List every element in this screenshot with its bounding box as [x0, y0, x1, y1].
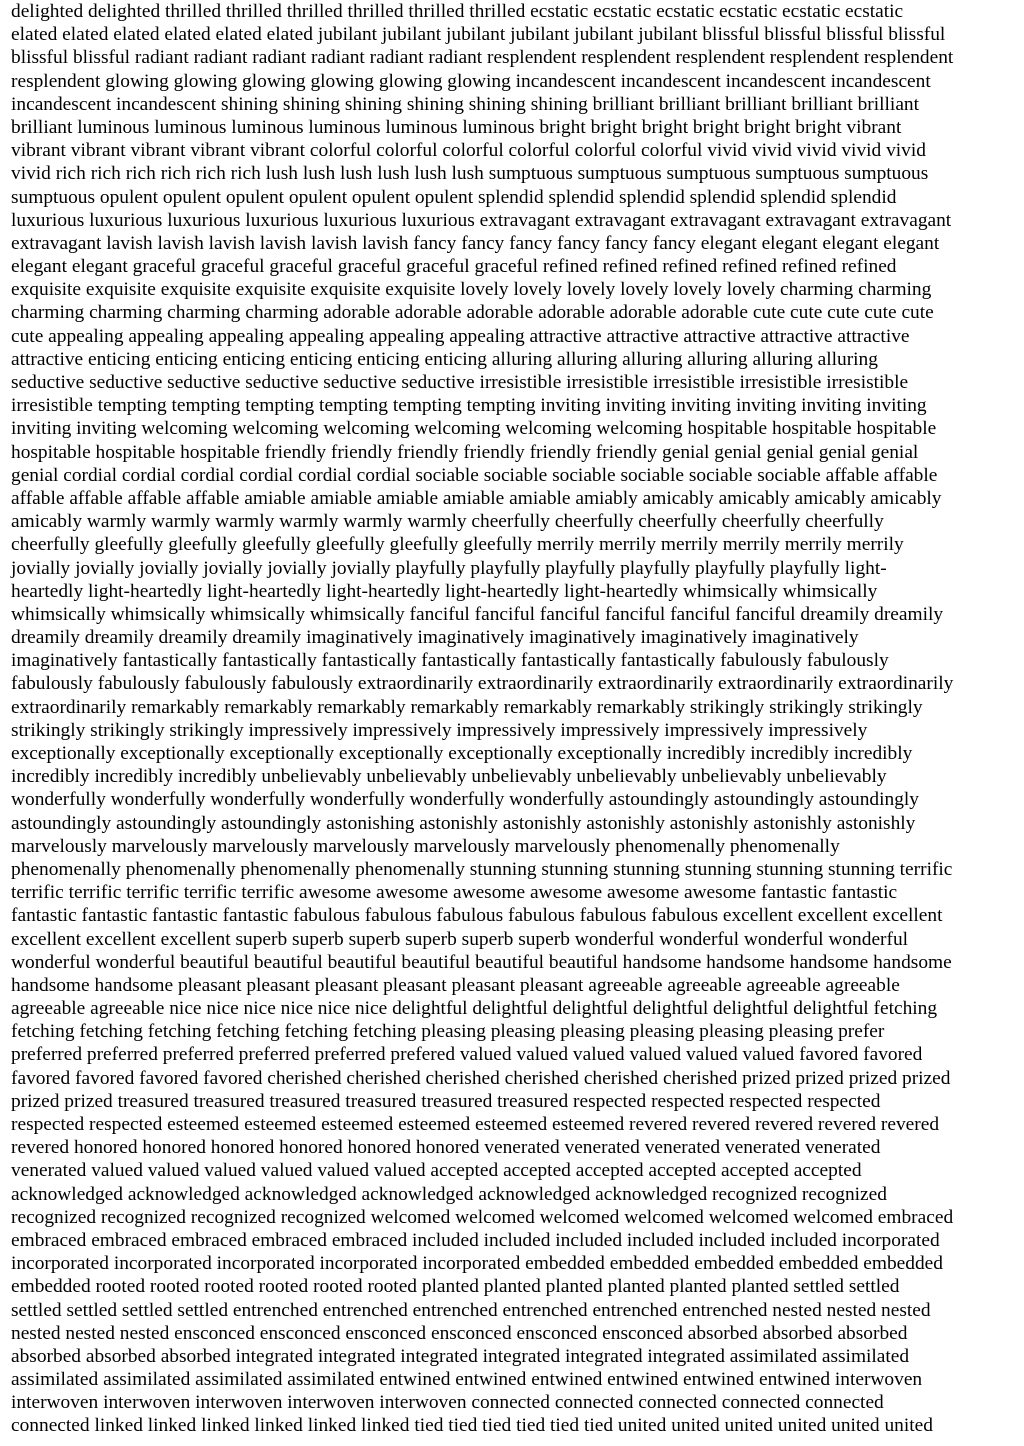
text-line: blissful blissful radiant radiant radiant radiant radiant radiant resplendent resplendent resplendent resplendent resplendent — [11, 47, 954, 69]
text-line: astoundingly astoundingly astoundingly astonishing astonishly astonishly astonishly astonishly astonishly astonishly — [11, 812, 916, 834]
text-line: cheerfully gleefully gleefully gleefully gleefully gleefully gleefully merrily merrily merrily merrily merrily merrily — [11, 534, 904, 556]
text-line: fetching fetching fetching fetching fetching fetching pleasing pleasing pleasing pleasing pleasing pleasing prefer — [11, 1021, 885, 1043]
text-line: attractive enticing enticing enticing enticing enticing enticing alluring alluring alluring alluring alluring alluring — [11, 348, 878, 370]
text-line: acknowledged acknowledged acknowledged acknowledged acknowledged acknowledged recognized recognized — [11, 1183, 887, 1205]
text-line: elegant elegant graceful graceful graceful graceful graceful graceful refined refined refined refined refined refined — [11, 256, 897, 278]
text-line: interwoven interwoven interwoven interwoven interwoven connected connected connected connected connected — [11, 1392, 884, 1414]
text-line: exceptionally exceptionally exceptionally exceptionally exceptionally exceptionally incredibly incredibly incredibly — [11, 743, 913, 764]
text-line: heartedly light-heartedly light-heartedly light-heartedly light-heartedly light-heartedly whimsically whimsically — [11, 580, 878, 602]
text-line: phenomenally phenomenally phenomenally phenomenally stunning stunning stunning stunning stunning stunning terrific — [11, 858, 953, 880]
text-line: imaginatively fantastically fantastically fantastically fantastically fantastically fantastically fabulously fabulously — [11, 650, 889, 672]
text-line: strikingly strikingly strikingly impressively impressively impressively impressively impressively impressively — [11, 719, 868, 741]
text-line: absorbed absorbed absorbed integrated integrated integrated integrated integrated integrated assimilated assimilated — [11, 1345, 910, 1367]
text-line: charming charming charming charming adorable adorable adorable adorable adorable adorable cute cute cute cute cute — [11, 302, 934, 324]
text-line: incredibly incredibly incredibly unbelievably unbelievably unbelievably unbelievably unbelievably unbelievably — [11, 766, 887, 788]
text-line: hospitable hospitable hospitable friendly friendly friendly friendly friendly friendly genial genial genial genial genial — [11, 441, 919, 463]
text-line: seductive seductive seductive seductive seductive seductive irresistible irresistible irresistible irresistible irresistible — [11, 372, 909, 393]
text-line: incandescent incandescent shining shining shining shining shining shining brilliant brilliant brilliant brilliant brilliant — [11, 93, 920, 115]
text-line: settled settled settled settled entrenched entrenched entrenched entrenched entrenched entrenched nested nested nested — [11, 1299, 931, 1321]
text-line: jovially jovially jovially jovially jovially jovially playfully playfully playfully playfully playfully playfully light- — [11, 557, 887, 579]
text-line: nested nested nested ensconced ensconced ensconced ensconced ensconced ensconced absorbed absorbed absorbed — [11, 1322, 908, 1344]
text-line: whimsically whimsically whimsically whimsically fanciful fanciful fanciful fanciful fanciful fanciful dreamily dreamily — [11, 603, 944, 625]
text-line: embedded rooted rooted rooted rooted rooted rooted planted planted planted planted planted planted settled settled — [11, 1276, 900, 1298]
text-line: genial cordial cordial cordial cordial cordial cordial sociable sociable sociable sociable sociable sociable affable affable — [11, 464, 938, 486]
text-line: inviting inviting welcoming welcoming welcoming welcoming welcoming welcoming hospitable hospitable hospitable — [11, 418, 937, 440]
text-line: agreeable agreeable nice nice nice nice nice nice delightful delightful delightful delightful delightful delightful fetching — [11, 998, 938, 1020]
text-line: sumptuous opulent opulent opulent opulent opulent opulent splendid splendid splendid splendid splendid splendid — [11, 186, 897, 208]
text-line: extraordinarily remarkably remarkably remarkably remarkably remarkably remarkably strikingly strikingly strikingly — [11, 696, 923, 718]
text-line: connected linked linked linked linked linked linked tied tied tied tied tied tied united united united united united united — [11, 1415, 933, 1437]
text-line: incorporated incorporated incorporated incorporated incorporated embedded embedded embedded embedded embedded — [11, 1253, 943, 1275]
text-line: recognized recognized recognized recognized welcomed welcomed welcomed welcomed welcomed welcomed embraced — [11, 1206, 954, 1228]
text-line: handsome handsome pleasant pleasant pleasant pleasant pleasant pleasant agreeable agreeable agreeable agreeable — [11, 974, 900, 996]
text-line: luxurious luxurious luxurious luxurious luxurious luxurious extravagant extravagant extravagant extravagant extravagant — [11, 209, 952, 231]
text-line: embraced embraced embraced embraced embraced included included included included included included incorporated — [11, 1229, 940, 1251]
text-line: prized prized treasured treasured treasured treasured treasured treasured respected respected respected respected — [11, 1090, 881, 1112]
text-line: terrific terrific terrific terrific terrific awesome awesome awesome awesome awesome awesome fantastic fantastic — [11, 882, 898, 904]
text-line: assimilated assimilated assimilated assimilated entwined entwined entwined entwined entwined entwined interwoven — [11, 1369, 923, 1391]
text-line: cute appealing appealing appealing appealing appealing appealing attractive attractive attractive attractive attractive — [11, 325, 910, 347]
text-line: fabulously fabulously fabulously fabulously extraordinarily extraordinarily extraordinarily extraordinarily extraordinarily — [11, 673, 954, 695]
text-line: respected respected esteemed esteemed esteemed esteemed esteemed esteemed revered revered revered revered revered — [11, 1114, 940, 1135]
text-line: brilliant luminous luminous luminous luminous luminous luminous bright bright bright bright bright bright vibrant — [11, 116, 902, 138]
text-line: elated elated elated elated elated elated jubilant jubilant jubilant jubilant jubilant jubilant blissful blissful blissful blissful — [11, 24, 946, 46]
text-line: affable affable affable affable amiable amiable amiable amiable amiable amiably amicably amicably amicably amicably — [11, 487, 942, 509]
text-line: favored favored favored favored cherished cherished cherished cherished cherished cherished prized prized prized prized — [11, 1067, 951, 1089]
text-line: wonderful wonderful beautiful beautiful beautiful beautiful beautiful beautiful handsome handsome handsome handsome — [11, 951, 952, 973]
text-line: dreamily dreamily dreamily dreamily imaginatively imaginatively imaginatively imaginatively imaginatively — [11, 627, 859, 649]
text-line: wonderfully wonderfully wonderfully wonderfully wonderfully wonderfully astoundingly astoundingly astoundingly — [11, 789, 919, 811]
text-line: irresistible tempting tempting tempting tempting tempting tempting inviting inviting inviting inviting inviting inviting — [11, 395, 927, 417]
text-line: preferred preferred preferred preferred preferred prefered valued valued valued valued valued valued favored favored — [11, 1044, 923, 1066]
text-line: venerated valued valued valued valued valued valued accepted accepted accepted accepted accepted accepted — [11, 1160, 862, 1182]
text-line: vivid rich rich rich rich rich rich lush lush lush lush lush lush sumptuous sumptuous sumptuous sumptuous sumptuous — [11, 163, 929, 185]
text-line: extravagant lavish lavish lavish lavish lavish lavish fancy fancy fancy fancy fancy fancy elegant elegant elegant elegant — [11, 232, 940, 254]
text-line: fantastic fantastic fantastic fantastic fabulous fabulous fabulous fabulous fabulous fabulous excellent excellent excellent — [11, 905, 943, 927]
text-line: revered honored honored honored honored honored honored venerated venerated venerated venerated venerated — [11, 1137, 881, 1159]
text-line: resplendent glowing glowing glowing glowing glowing glowing incandescent incandescent incandescent incandescent — [11, 70, 931, 92]
text-line: excellent excellent excellent superb superb superb superb superb superb wonderful wonderful wonderful wonderful — [11, 928, 909, 950]
text-line: marvelously marvelously marvelously marvelously marvelously marvelously phenomenally phenomenally — [11, 835, 840, 857]
text-line: amicably warmly warmly warmly warmly warmly warmly cheerfully cheerfully cheerfully cheerfully cheerfully — [11, 511, 884, 533]
text-line: delighted delighted thrilled thrilled thrilled thrilled thrilled thrilled ecstatic ecstatic ecstatic ecstatic ecstatic ecstatic — [11, 1, 904, 22]
text-line: exquisite exquisite exquisite exquisite exquisite exquisite lovely lovely lovely lovely lovely lovely charming charming — [11, 279, 932, 301]
text-line: vibrant vibrant vibrant vibrant vibrant colorful colorful colorful colorful colorful colorful vivid vivid vivid vivid vivid — [11, 140, 926, 162]
